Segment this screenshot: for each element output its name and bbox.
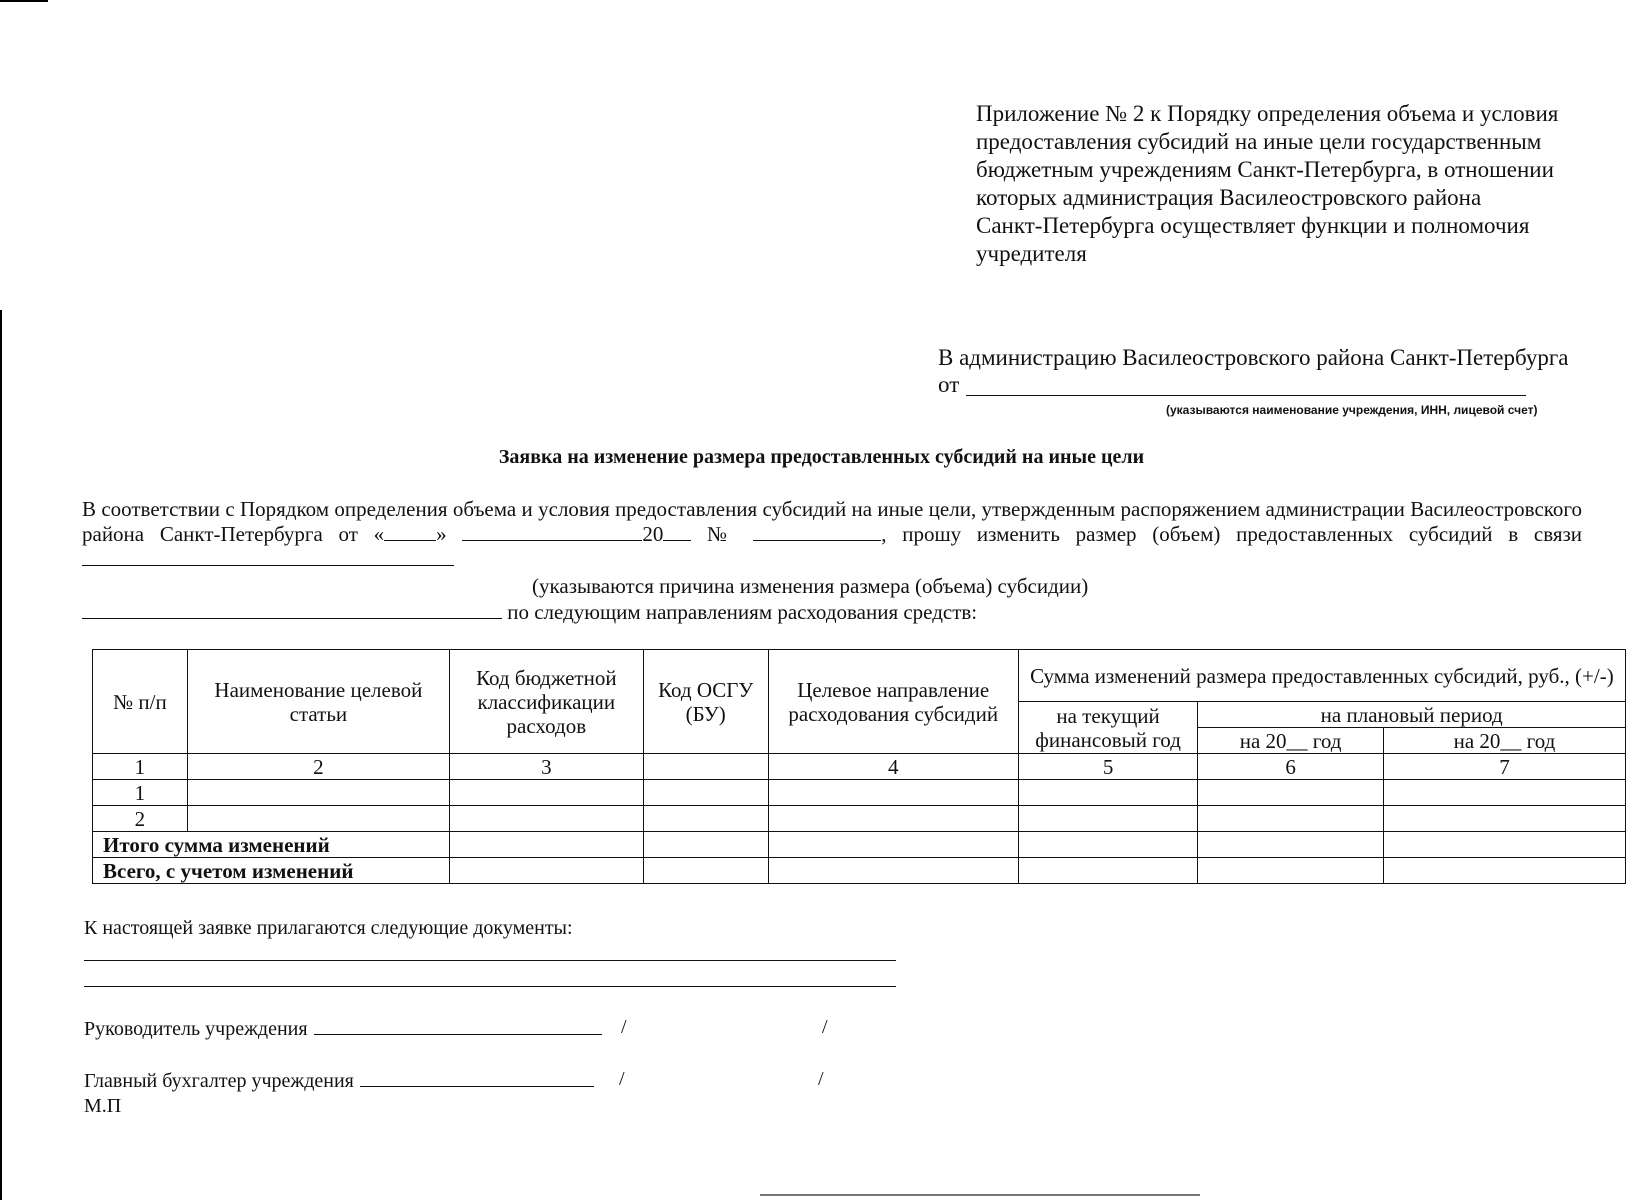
header-year-2: на 20__ год [1383,728,1625,754]
table-cell[interactable] [1198,780,1384,806]
request-paragraph [82,497,1582,572]
total-changes-label: Итого сумма изменений [93,832,450,858]
day-blank[interactable] [384,522,436,541]
table-cell[interactable] [1383,780,1625,806]
para-text-2: » [436,522,447,546]
reason-blank[interactable] [82,547,454,566]
purpose-text: по следующим направлениям расходования средств: [507,600,978,624]
number-blank[interactable] [753,522,881,541]
head-signature-line[interactable] [314,1016,602,1035]
document-title: Заявка на изменение размера предоставленных субсидий на иные цели [498,446,1145,468]
column-number-row [93,754,1626,780]
para-year-prefix: 20 [642,522,664,546]
row-number: 1 [93,780,188,806]
table-cell[interactable] [768,832,1018,858]
row-number: 2 [93,806,188,832]
table-cell[interactable] [768,780,1018,806]
appendix-line: предоставления субсидий на иные цели государственным [976,129,1542,154]
subsidy-change-table [92,649,1626,884]
documents-line-2[interactable] [84,986,896,987]
total-changes-row [93,832,1626,858]
accountant-signature [84,1068,594,1093]
table-cell[interactable] [450,780,644,806]
table-cell[interactable] [1198,806,1384,832]
addressee-to: В администрацию Василеостровского района Санкт-Петербурга [938,345,1569,370]
table-cell[interactable] [1383,832,1625,858]
accountant-slash-1: / [619,1068,625,1090]
table-cell[interactable] [1198,858,1384,884]
table-cell[interactable] [643,806,768,832]
stamp-place: М.П [84,1095,122,1117]
head-slash-1: / [621,1016,627,1038]
table-cell[interactable] [768,858,1018,884]
head-signature-label: Руководитель учреждения [84,1018,308,1040]
col-number: 6 [1198,754,1384,780]
table-cell[interactable] [187,780,449,806]
reason-hint: (указываются причина изменения размера (объема) субсидии) [532,574,1089,598]
appendix-line: Санкт-Петербурга осуществляет функции и полномочия [976,213,1530,238]
table-cell[interactable] [1018,832,1198,858]
table-cell[interactable] [450,806,644,832]
table-cell[interactable] [450,858,644,884]
table-cell[interactable] [643,780,768,806]
col-number: 7 [1383,754,1625,780]
table-cell[interactable] [643,832,768,858]
table-cell[interactable] [643,858,768,884]
header-osgu: Код ОСГУ (БУ) [643,650,768,754]
header-num: № п/п [93,650,188,754]
table-cell[interactable] [450,832,644,858]
head-signature [84,1016,602,1041]
appendix-line: бюджетным учреждениям Санкт-Петербурга, в отношении [976,157,1554,182]
table-cell[interactable] [1198,832,1384,858]
header-code: Код бюджетной классификации расходов [450,650,644,754]
appendix-line: учредителя [976,241,1087,266]
scan-edge-mark-top [0,0,48,2]
col-number: 1 [93,754,188,780]
accountant-signature-label: Главный бухгалтер учреждения [84,1070,354,1092]
para-number-label: № [707,522,738,546]
total-with-changes-row [93,858,1626,884]
col-number: 3 [450,754,644,780]
purpose-line [82,600,977,625]
para-text-5: , прошу изменить размер (объем) предоставленных субсидий в связи [881,522,1583,546]
header-current-year: на текущий финансовый год [1018,702,1198,754]
table-cell[interactable] [187,806,449,832]
table-cell[interactable] [1383,858,1625,884]
col-number: 2 [187,754,449,780]
documents-line-1[interactable] [84,960,896,961]
col-number: 4 [768,754,1018,780]
appendix-note [976,100,1616,268]
total-with-changes-label: Всего, с учетом изменений [93,858,450,884]
table-row [93,806,1626,832]
scan-edge-mark-left [0,310,2,1200]
col-number: 5 [1018,754,1198,780]
footer-edge-line [760,1194,1200,1196]
month-blank[interactable] [462,522,642,541]
header-year-1: на 20__ год [1198,728,1384,754]
appendix-line: Приложение № 2 к Порядку определения объема и условия [976,101,1559,126]
col-number [643,754,768,780]
table-cell[interactable] [1383,806,1625,832]
table-cell[interactable] [1018,780,1198,806]
accountant-signature-line[interactable] [360,1068,594,1087]
header-planned-period: на плановый период [1198,702,1626,728]
documents-title: К настоящей заявке прилагаются следующие документы: [84,917,573,939]
addressee-from [938,372,959,398]
header-sum: Сумма изменений размера предоставленных субсидий, руб., (+/-) [1018,650,1625,702]
from-hint: (указываются наименование учреждения, ИНН, лицевой счет) [1166,403,1538,417]
table-cell[interactable] [1018,858,1198,884]
header-purpose: Целевое направление расходования субсидий [768,650,1018,754]
year-blank[interactable] [663,522,691,541]
table-row [93,780,1626,806]
from-label: от [938,372,960,397]
accountant-slash-2: / [818,1068,824,1090]
from-blank-line[interactable] [966,395,1526,396]
header-name: Наименование целевой статьи [187,650,449,754]
appendix-line: которых администрация Василеостровского района [976,185,1482,210]
head-slash-2: / [822,1016,828,1038]
reason-continuation-blank[interactable] [82,600,502,619]
table-cell[interactable] [768,806,1018,832]
para-text-1: В соответствии с Порядком определения объема и условия предоставления субсидий на иные цели, утвержденным распоряжением администрации Василеостровского района Санкт-Петербурга от « [82,497,1582,546]
table-cell[interactable] [1018,806,1198,832]
